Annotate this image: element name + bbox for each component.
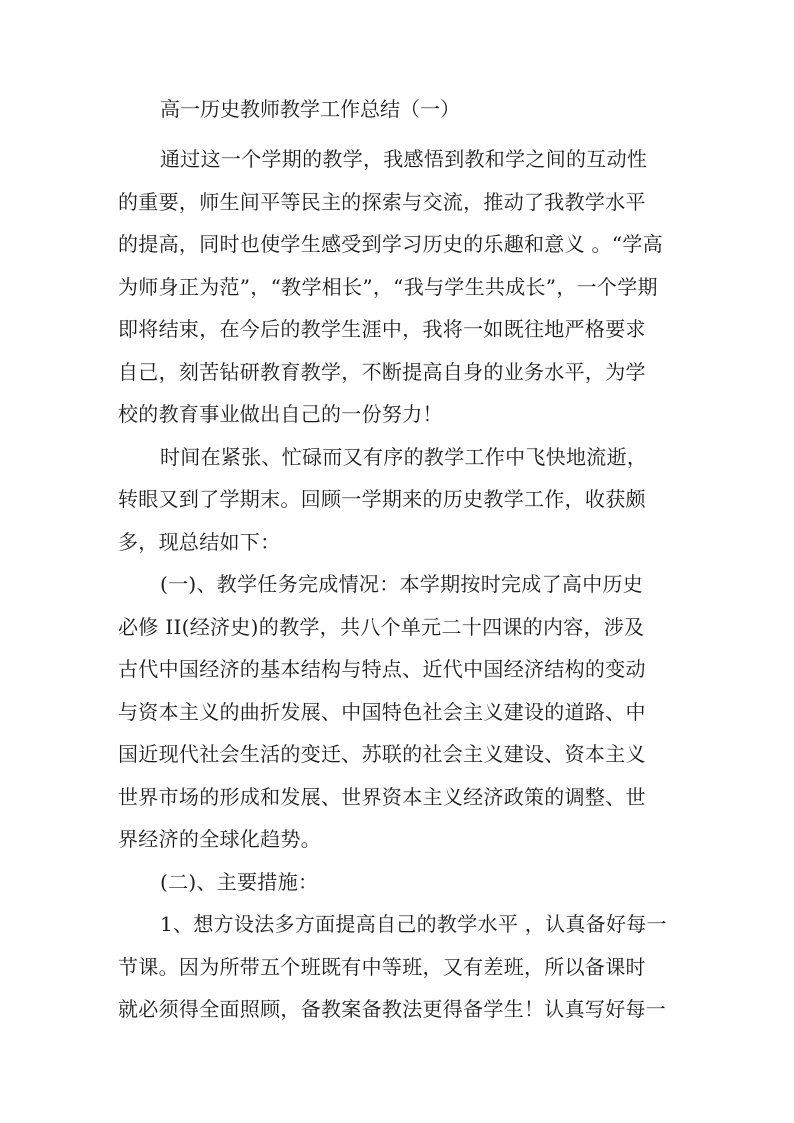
section-1-line-6: 世界市场的形成和发展、世界资本主义经济政策的调整、世 bbox=[118, 785, 646, 809]
measure-1-line-1: 1、想方设法多方面提高自己的教学水平 ，认真备好每一 bbox=[160, 912, 667, 936]
paragraph-1-line-5: 即将结束，在今后的教学生涯中，我将一如既往地严格要求 bbox=[118, 317, 646, 341]
paragraph-2-line-3: 多，现总结如下： bbox=[118, 530, 281, 554]
measure-1-line-2: 节课。因为所带五个班既有中等班，又有差班，所以备课时 bbox=[118, 955, 646, 979]
section-1-line-3: 古代中国经济的基本结构与特点、近代中国经济结构的变动 bbox=[118, 657, 646, 681]
section-2-heading: (二)、主要措施： bbox=[160, 870, 319, 894]
paragraph-1-line-1: 通过这一个学期的教学，我感悟到教和学之间的互动性 bbox=[160, 147, 648, 171]
paragraph-2-line-1: 时间在紧张、忙碌而又有序的教学工作中飞快地流逝， bbox=[160, 445, 648, 469]
section-1-line-1: (一)、教学任务完成情况：本学期按时完成了高中历史 bbox=[160, 572, 644, 596]
paragraph-1-line-3: 的提高，同时也使学生感受到学习历史的乐趣和意义 。“学高 bbox=[118, 232, 663, 256]
section-1-line-4: 与资本主义的曲折发展、中国特色社会主义建设的道路、中 bbox=[118, 700, 646, 724]
paragraph-1-line-2: 的重要，师生间平等民主的探索与交流，推动了我教学水平 bbox=[118, 190, 646, 214]
paragraph-2-line-2: 转眼又到了学期末。回顾一学期来的历史教学工作，收获颇 bbox=[118, 487, 646, 511]
section-1-line-2: 必修 II(经济史)的教学，共八个单元二十四课的内容，涉及 bbox=[118, 615, 645, 639]
paragraph-1-line-4: 为师身正为范”，“教学相长”，“我与学生共成长”，一个学期 bbox=[118, 275, 658, 299]
paragraph-1-line-6: 自己，刻苦钻研教育教学，不断提高自身的业务水平，为学 bbox=[118, 360, 646, 384]
section-1-line-5: 国近现代社会生活的变迁、苏联的社会主义建设、资本主义 bbox=[118, 742, 646, 766]
measure-1-line-3: 就必须得全面照顾，备教案备教法更得备学生！认真写好每一 bbox=[118, 997, 667, 1021]
document-title: 高一历史教师教学工作总结（一） bbox=[160, 97, 460, 121]
section-1-line-7: 界经济的全球化趋势。 bbox=[118, 827, 321, 851]
paragraph-1-line-7: 校的教育事业做出自己的一份努力！ bbox=[118, 402, 443, 426]
